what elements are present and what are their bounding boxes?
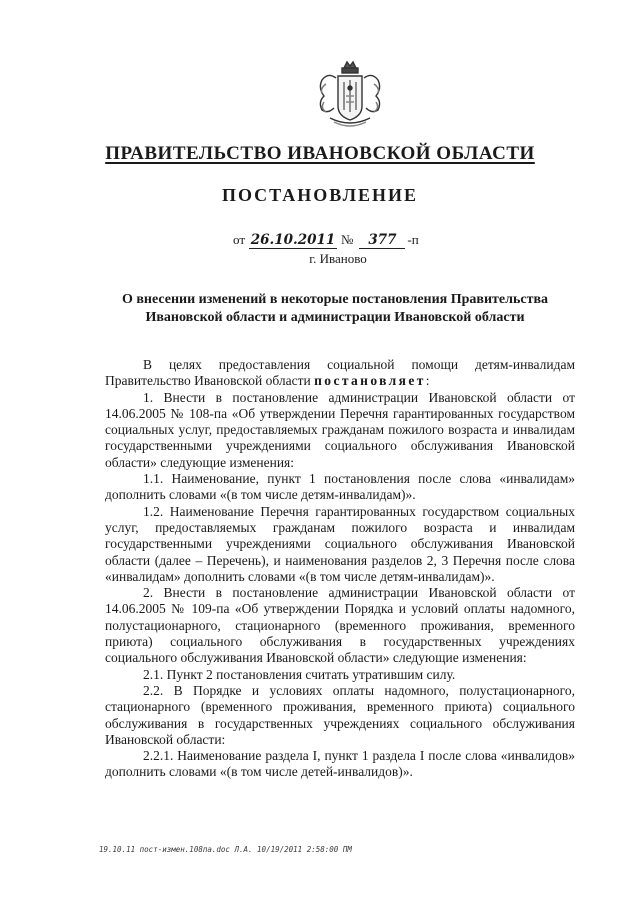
- document-date: 26.10.2011: [250, 232, 336, 248]
- number-prefix: №: [341, 232, 354, 247]
- paragraph-2-1: 2.1. Пункт 2 постановления считать утратившим силу.: [143, 666, 456, 682]
- decree-colon: :: [425, 373, 430, 389]
- paragraph-1-1: 1.1. Наименование, пункт 1 постановления после слова «инвалидам» дополнить словами «(в том числе детям-инвалидам)».: [105, 471, 575, 503]
- decree-word: постановляет: [314, 373, 426, 389]
- paragraph-1-2: 1.2. Наименование Перечня гарантированных государством социальных услуг, предоставляемых гражданам пожилого возраста и инвалидам государственными учреждениями социального обслуживания Ивановской области (далее – Перечень), и наименования разделов 2, 3 Перечня после слова «инвалидам» дополнить словами «(в том числе детям-инвалидам)».: [105, 503, 575, 584]
- date-prefix: от: [233, 232, 246, 247]
- file-footer: 19.10.11 пост-измен.108па.doc Л.А. 10/19/2011 2:58:00 ПМ: [99, 845, 352, 854]
- document-subject: О внесении изменений в некоторые постановления Правительства Ивановской области и администрации Ивановской области: [121, 292, 549, 325]
- document-number: 377: [359, 233, 405, 249]
- coat-of-arms-emblem: [308, 58, 392, 136]
- intro-paragraph: [105, 357, 575, 390]
- date-number-line: [233, 232, 419, 249]
- paragraph-2: 2. Внести в постановление администрации Ивановской области от 14.06.2005 № 109-па «Об утверждении Порядка и условий оплаты надомного, полустационарного, стационарного (временного проживания, временного приюта) социального обслуживания в государственных учреждениях социального обслуживания Ивановской области» следующие изменения:: [105, 585, 575, 666]
- number-suffix: -п: [407, 232, 419, 247]
- government-title: ПРАВИТЕЛЬСТВО ИВАНОВСКОЙ ОБЛАСТИ: [105, 143, 535, 164]
- intro-text: В целях предоставления социальной помощи детям-инвалидам Правительство Ивановской области: [105, 357, 575, 389]
- paragraph-1: 1. Внести в постановление администрации Ивановской области от 14.06.2005 № 108-па «Об утверждении Перечня гарантированных государством социальных услуг, предоставляемых гражданам пожилого возраста и инвалидам государственными учреждениями социального обслуживания Ивановской области» следующие изменения:: [105, 389, 575, 470]
- paragraph-2-2: 2.2. В Порядке и условиях оплаты надомного, полустационарного, стационарного (временного проживания, временного приюта) социального обслуживания в государственных учреждениях социального обслуживания Ивановской области:: [105, 682, 575, 747]
- document-type-heading: ПОСТАНОВЛЕНИЕ: [221, 185, 419, 205]
- document-body: [105, 357, 575, 781]
- paragraph-2-2-1: 2.2.1. Наименование раздела I, пункт 1 раздела I после слова «инвалидов» дополнить словами «(в том числе детей-инвалидов)».: [105, 748, 575, 780]
- city-line: г. Иваново: [309, 251, 367, 266]
